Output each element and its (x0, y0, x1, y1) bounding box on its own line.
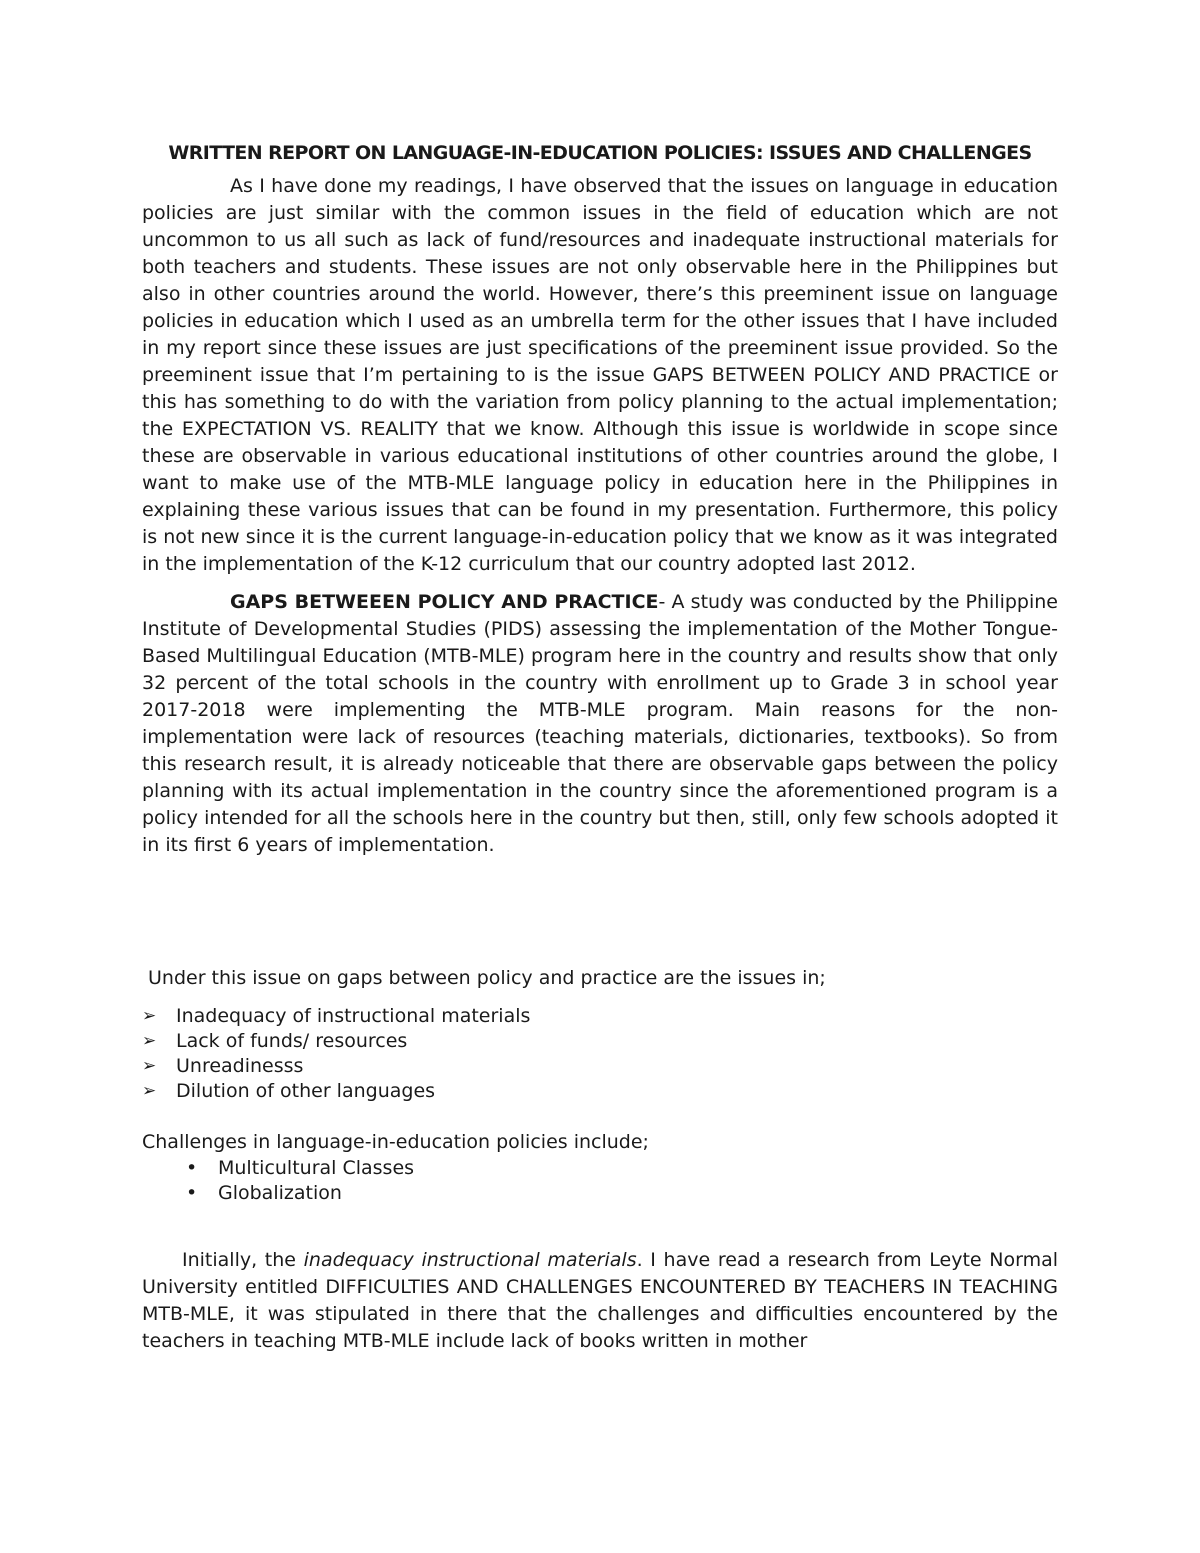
gaps-heading: GAPS BETWEEEN POLICY AND PRACTICE (230, 591, 659, 613)
dot-bullet-icon: • (186, 1182, 198, 1204)
challenges-list (142, 1156, 1058, 1206)
issues-list (142, 1004, 1058, 1104)
list-item: ➢ Dilution of other languages (142, 1080, 436, 1102)
list-item: ➢ Inadequacy of instructional materials (142, 1005, 531, 1027)
intro-paragraph: As I have done my readings, I have observed that the issues on language in education policies are just similar with the common issues in the field of education which are not uncommon to us all such as lack of fund/resources and inadequate instructional materials for both teachers and students. These issues are not only observable here in the Philippines but also in other countries around the world. However, there’s this preeminent issue on language policies in education which I used as an umbrella term for the other issues that I have included in my report since these issues are just specifications of the preeminent issue provided. So the preeminent issue that I’m pertaining to is the issue GAPS BETWEEN POLICY AND PRACTICE or this has something to do with the variation from policy planning to the actual implementation; the EXPECTATION VS. REALITY that we know. Although this issue is worldwide in scope since these are observable in various educational institutions of other countries around the globe, I want to make use of the MTB-MLE language policy in education here in the Philippines in explaining these various issues that can be found in my presentation. Furthermore, this policy is not new since it is the current language-in-education policy that we know as it was integrated in the implementation of the K-12 curriculum that our country adopted last 2012. (142, 175, 1058, 575)
list-item: ➢ Unreadinesss (142, 1055, 304, 1077)
challenges-intro: Challenges in language-in-education policies include; (142, 1131, 649, 1153)
list-item: • Multicultural Classes (186, 1157, 415, 1179)
inadequacy-term: inadequacy instructional materials (303, 1249, 637, 1271)
inadequacy-paragraph: Initially, the inadequacy instructional materials. I have read a research from Leyte Normal University entitled DIFFICULTIES AND CHALLENGES ENCOUNTERED BY TEACHERS IN TEACHING MTB-MLE, it was stipulated in there that the challenges and difficulties encountered by the teachers in teaching MTB-MLE include lack of books written in mother (142, 1249, 1059, 1352)
arrow-bullet-icon: ➢ (142, 1031, 157, 1051)
list-item: ➢ Lack of funds/ resources (142, 1030, 408, 1052)
gaps-paragraph (142, 589, 1058, 859)
dot-bullet-icon: • (186, 1157, 198, 1179)
arrow-bullet-icon: ➢ (142, 1006, 157, 1026)
arrow-bullet-icon: ➢ (142, 1081, 157, 1101)
arrow-bullet-icon: ➢ (142, 1056, 157, 1076)
report-title: WRITTEN REPORT ON LANGUAGE-IN-EDUCATION POLICIES: ISSUES AND CHALLENGES (168, 142, 1032, 164)
list-item: • Globalization (186, 1182, 342, 1204)
document-page (142, 140, 1058, 1355)
issues-intro: Under this issue on gaps between policy and practice are the issues in; (148, 967, 826, 989)
gaps-paragraph-text: - A study was conducted by the Philippine Institute of Developmental Studies (PIDS) assessing the implementation of the Mother Tongue-Based Multilingual Education (MTB-MLE) program here in the country and results show that only 32 percent of the total schools in the country with enrollment up to Grade 3 in school year 2017-2018 were implementing the MTB-MLE program. Main reasons for the non-implementation were lack of resources (teaching materials, dictionaries, textbooks). So from this research result, it is already noticeable that there are observable gaps between the policy planning with its actual implementation in the country since the aforementioned program is a policy intended for all the schools here in the country but then, still, only few schools adopted it in its first 6 years of implementation. (142, 591, 1058, 856)
